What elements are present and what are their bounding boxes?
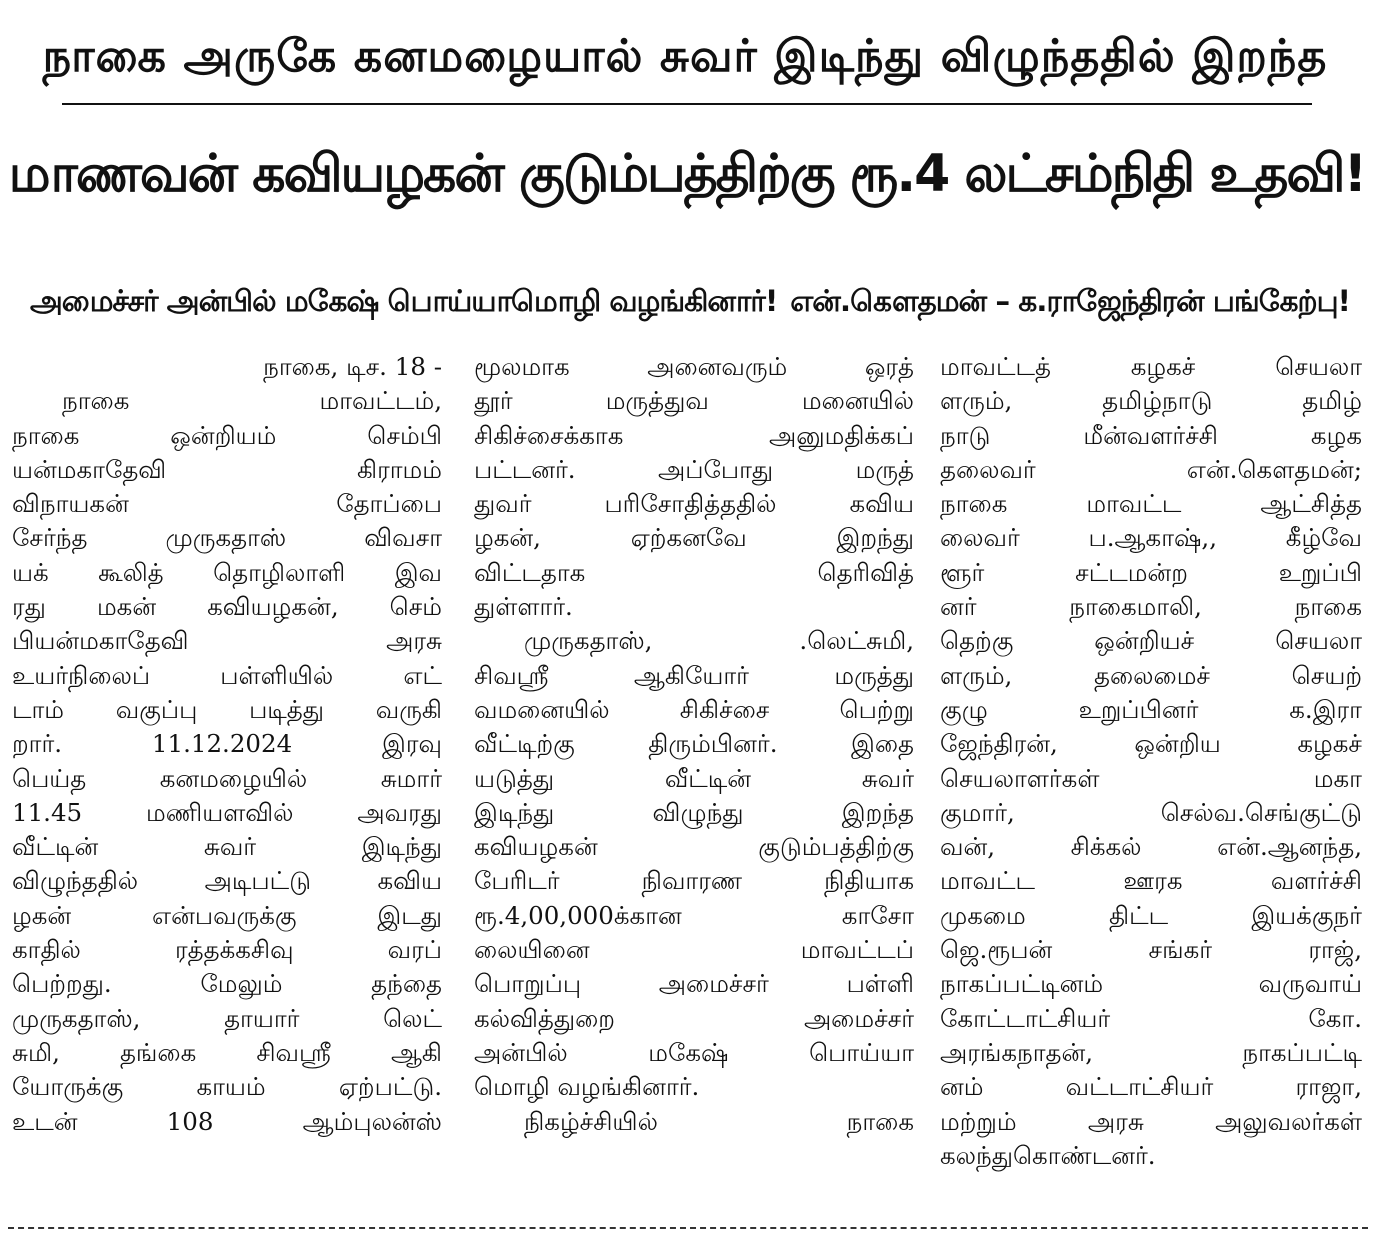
body-line: ளரும், தமிழ்நாடு தமிழ் xyxy=(940,386,1362,416)
body-line: யோருக்கு காயம் ஏற்பட்டு. xyxy=(12,1072,442,1102)
body-line: பியன்மகாதேவி அரசு xyxy=(12,626,442,656)
body-line: விநாயகன் தோப்பை xyxy=(12,489,442,519)
body-line: லைவர் ப.ஆகாஷ்,, கீழ்வே xyxy=(940,523,1362,553)
body-line: லையினை மாவட்டப் xyxy=(474,935,914,965)
body-line: பட்டனர். அப்போது மருத் xyxy=(474,454,914,484)
column-2 xyxy=(474,350,914,1220)
kicker-divider xyxy=(62,103,1312,105)
body-line: இடிந்து விழுந்து இறந்த xyxy=(474,797,914,827)
body-line: வீட்டின் சுவர் இடிந்து xyxy=(12,832,442,862)
body-line: மற்றும் அரசு அலுவலர்கள் xyxy=(940,1106,1362,1136)
body-line: கல்வித்துறை அமைச்சர் xyxy=(474,1003,914,1033)
column-3 xyxy=(940,350,1362,1220)
body-line: ஜேந்திரன், ஒன்றிய கழகச் xyxy=(940,729,1362,759)
body-line: ளூர் சட்டமன்ற உறுப்பி xyxy=(940,557,1362,587)
body-line: 11.45 மணியளவில் அவரது xyxy=(12,797,442,827)
body-line: காதில் ரத்தக்கசிவு வரப் xyxy=(12,935,442,965)
body-line: அன்பில் மகேஷ் பொய்யா xyxy=(474,1037,914,1067)
body-line: மொழி வழங்கினார். xyxy=(474,1072,700,1102)
body-line: கலந்துகொண்டனர். xyxy=(940,1140,1156,1170)
body-line: யக் கூலித் தொழிலாளி இவ xyxy=(12,557,442,587)
body-line: சுமி, தங்கை சிவஸ்ரீ ஆகி xyxy=(12,1037,442,1067)
body-line: ளரும், தலைமைச் செயற் xyxy=(940,660,1362,690)
body-line: ழகன், ஏற்கனவே இறந்து xyxy=(474,523,914,553)
bottom-divider xyxy=(8,1227,1368,1229)
body-line: விழுந்ததில் அடிபட்டு கவிய xyxy=(12,866,442,896)
body-line: தெற்கு ஒன்றியச் செயலா xyxy=(940,626,1362,656)
body-line: னம் வட்டாட்சியர் ராஜா, xyxy=(940,1072,1362,1102)
body-line: முருகதாஸ், தாயார் லெட் xyxy=(12,1003,442,1033)
body-line: ழகன் என்பவருக்கு இடது xyxy=(12,900,442,930)
body-line: நாகை ஒன்றியம் செம்பி xyxy=(12,420,442,450)
body-line: சிகிச்சைக்காக அனுமதிக்கப் xyxy=(474,420,914,450)
body-line: வமனையில் சிகிச்சை பெற்று xyxy=(474,694,914,724)
body-line: கவியழகன் குடும்பத்திற்கு xyxy=(474,832,914,862)
body-line: பேரிடர் நிவாரண நிதியாக xyxy=(474,866,914,896)
body-line: டாம் வகுப்பு படித்து வருகி xyxy=(12,694,442,724)
body-line: நாகை மாவட்ட ஆட்சித்த xyxy=(940,489,1362,519)
body-line: ஜெ.ரூபன் சங்கர் ராஜ், xyxy=(940,935,1362,965)
body-line: ரது மகன் கவியழகன், செம் xyxy=(12,592,442,622)
body-line: சேர்ந்த முருகதாஸ் விவசா xyxy=(12,523,442,553)
body-line: னர் நாகைமாலி, நாகை xyxy=(940,592,1362,622)
body-line: உடன் 108 ஆம்புலன்ஸ் xyxy=(12,1106,442,1136)
body-line: மாவட்டத் கழகச் செயலா xyxy=(940,352,1362,381)
body-line: பெற்றது. மேலும் தந்தை xyxy=(12,969,442,999)
subhead-right: என்.கௌதமன் – க.ராஜேந்திரன் பங்கேற்பு! xyxy=(790,284,1350,318)
body-line: துவர் பரிசோதித்ததில் கவிய xyxy=(474,489,914,519)
body-line: குழு உறுப்பினர் க.இரா xyxy=(940,694,1362,724)
body-line: தூர் மருத்துவ மனையில் xyxy=(474,386,914,416)
body-line: தலைவர் என்.கௌதமன்; xyxy=(940,454,1362,484)
body-line: மாவட்ட ஊரக வளர்ச்சி xyxy=(940,866,1362,896)
body-line: யடுத்து வீட்டின் சுவர் xyxy=(474,763,914,793)
column-1 xyxy=(12,350,442,1220)
body-line: விட்டதாக தெரிவித் xyxy=(474,557,914,587)
kicker-headline: நாகை அருகே கனமழையால் சுவர் இடிந்து விழுந்ததில் இறந்த xyxy=(42,30,1328,82)
body-line: வீட்டிற்கு திரும்பினர். இதை xyxy=(474,729,914,759)
body-line: பொறுப்பு அமைச்சர் பள்ளி xyxy=(474,969,914,999)
body-line: நிகழ்ச்சியில் நாகை xyxy=(524,1106,914,1136)
body-line: பெய்த கனமழையில் சுமார் xyxy=(12,763,442,793)
body-line: முருகதாஸ், .லெட்சுமி, xyxy=(524,626,914,656)
body-line: மூலமாக அனைவரும் ஒரத் xyxy=(474,352,914,381)
body-line: செயலாளர்கள் மகா xyxy=(940,763,1362,793)
body-line: முகமை திட்ட இயக்குநர் xyxy=(940,900,1362,930)
body-line: நாகப்பட்டினம் வருவாய் xyxy=(940,969,1362,999)
body-line: துள்ளார். xyxy=(474,592,573,622)
body-line: றார். 11.12.2024 இரவு xyxy=(12,729,442,759)
dateline: நாகை, டிச. 18 - xyxy=(263,352,442,381)
article-body xyxy=(12,350,1362,1230)
body-line: ரூ.4,00,000க்கான காசோ xyxy=(474,900,914,930)
subhead-left: அமைச்சர் அன்பில் மகேஷ் பொய்யாமொழி வழங்கினார்! xyxy=(30,284,778,318)
body-line: நாகை மாவட்டம், xyxy=(62,386,442,416)
body-line: உயர்நிலைப் பள்ளியில் எட் xyxy=(12,660,442,690)
body-line: யன்மகாதேவி கிராமம் xyxy=(12,454,442,484)
main-headline: மாணவன் கவியழகன் குடும்பத்திற்கு ரூ.4 லட்சம்நிதி உதவி! xyxy=(8,143,1366,204)
body-line: அரங்கநாதன், நாகப்பட்டி xyxy=(940,1037,1362,1067)
body-line: சிவஸ்ரீ ஆகியோர் மருத்து xyxy=(474,660,914,690)
body-line: கோட்டாட்சியர் கோ. xyxy=(940,1003,1362,1033)
subheadline xyxy=(30,268,1350,338)
body-line: வன், சிக்கல் என்.ஆனந்த, xyxy=(940,832,1362,862)
body-line: நாடு மீன்வளர்ச்சி கழக xyxy=(940,420,1362,450)
body-line: குமார், செல்வ.செங்குட்டு xyxy=(940,797,1362,827)
